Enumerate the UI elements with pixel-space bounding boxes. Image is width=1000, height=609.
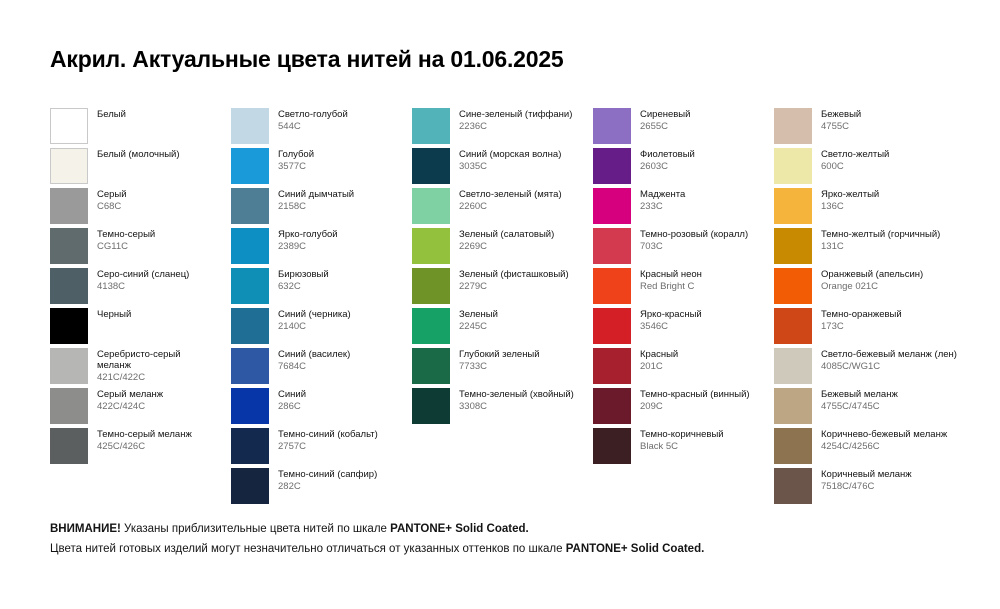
- color-code: 2757C: [278, 441, 306, 453]
- color-name: Светло-голубой: [278, 109, 348, 120]
- color-code: 632C: [278, 281, 301, 293]
- swatch-row: [412, 108, 593, 146]
- swatch-labels: [278, 188, 354, 212]
- color-swatch: [593, 268, 631, 304]
- swatch-row: [50, 388, 231, 426]
- swatch-labels: [459, 348, 540, 372]
- color-name: Синий (черника): [278, 309, 351, 320]
- color-code: CG11C: [97, 241, 128, 253]
- swatch-row: [774, 188, 955, 226]
- swatch-row: [774, 148, 955, 186]
- color-code: 4085C/WG1C: [821, 361, 881, 373]
- color-code: 7518C/476C: [821, 481, 875, 493]
- swatch-labels: [821, 108, 861, 132]
- color-swatch: [50, 188, 88, 224]
- color-name: Оранжевый (апельсин): [821, 269, 924, 280]
- color-swatch: [231, 188, 269, 224]
- color-column-4: [593, 108, 774, 508]
- swatch-row: [231, 188, 412, 226]
- color-code: 4755C: [821, 121, 849, 133]
- swatch-row: [593, 268, 774, 306]
- color-code: 2389C: [278, 241, 306, 253]
- swatch-row: [231, 388, 412, 426]
- attention-label: ВНИМАНИЕ!: [50, 523, 121, 535]
- color-name: Ярко-красный: [640, 309, 702, 320]
- swatch-labels: [97, 388, 163, 412]
- color-name: Бежевый меланж: [821, 389, 898, 400]
- swatch-labels: [278, 148, 314, 172]
- color-code: 2655C: [640, 121, 668, 133]
- swatch-row: [593, 108, 774, 146]
- swatch-row: [593, 428, 774, 466]
- color-name: Коричневый меланж: [821, 469, 912, 480]
- color-code: C68C: [97, 201, 122, 213]
- swatch-labels: [97, 308, 131, 321]
- color-swatch: [231, 108, 269, 144]
- color-name: Глубокий зеленый: [459, 349, 540, 360]
- color-swatch: [50, 148, 88, 184]
- swatch-labels: [640, 148, 695, 172]
- color-swatch: [774, 468, 812, 504]
- swatch-labels: [640, 268, 702, 292]
- color-name: Синий (василек): [278, 349, 351, 360]
- color-code: 3035C: [459, 161, 487, 173]
- swatch-labels: [97, 148, 180, 161]
- color-swatch: [412, 228, 450, 264]
- swatch-labels: [821, 268, 923, 292]
- pantone-label-2: PANTONE+ Solid Coated.: [565, 543, 705, 556]
- color-code: 136C: [821, 201, 844, 213]
- color-swatch: [412, 268, 450, 304]
- color-code: 3308C: [459, 401, 487, 413]
- color-swatch: [50, 348, 88, 384]
- color-name: Черный: [97, 309, 132, 320]
- swatch-labels: [278, 268, 329, 292]
- swatch-labels: [278, 348, 350, 372]
- swatch-row: [412, 308, 593, 346]
- color-swatch: [231, 268, 269, 304]
- color-code: Red Bright C: [640, 281, 695, 293]
- swatch-labels: [278, 228, 338, 252]
- color-code: 173C: [821, 321, 844, 333]
- color-name: Темно-коричневый: [640, 429, 724, 440]
- color-code: Black 5C: [640, 441, 679, 453]
- color-columns: [50, 108, 955, 508]
- swatch-row: [774, 388, 955, 426]
- color-swatch: [593, 228, 631, 264]
- color-code: 2603C: [640, 161, 668, 173]
- color-swatch: [774, 228, 812, 264]
- color-swatch: [50, 268, 88, 304]
- swatch-labels: [821, 228, 940, 252]
- color-name: Темно-розовый (коралл): [640, 229, 749, 240]
- swatch-labels: [97, 188, 127, 212]
- swatch-labels: [821, 148, 889, 172]
- color-swatch: [774, 148, 812, 184]
- color-name: Серый: [97, 189, 127, 200]
- swatch-labels: [640, 108, 690, 132]
- color-code: 4755C/4745C: [821, 401, 880, 413]
- color-name: Маджента: [640, 189, 686, 200]
- color-column-5: [774, 108, 955, 508]
- swatch-labels: [640, 348, 678, 372]
- color-swatch: [593, 388, 631, 424]
- page-title: Акрил. Актуальные цвета нитей на 01.06.2025: [50, 46, 564, 72]
- color-swatch: [231, 388, 269, 424]
- color-name: Темно-красный (винный): [640, 389, 750, 400]
- swatch-row: [50, 188, 231, 226]
- color-name: Сиреневый: [640, 109, 691, 120]
- swatch-labels: [278, 428, 378, 452]
- color-swatch: [593, 188, 631, 224]
- swatch-row: [593, 388, 774, 426]
- swatch-row: [50, 428, 231, 466]
- swatch-labels: [459, 148, 561, 172]
- color-swatch: [231, 148, 269, 184]
- color-name: Светло-зеленый (мята): [459, 189, 562, 200]
- swatch-labels: [821, 348, 957, 372]
- swatch-labels: [821, 188, 879, 212]
- footer-line-2-text: Цвета нитей готовых изделий могут незначительно отличаться от указанных оттенков по шкале: [50, 543, 566, 556]
- swatch-row: [774, 308, 955, 346]
- color-swatch: [50, 108, 88, 144]
- color-swatch: [231, 308, 269, 344]
- swatch-labels: [459, 108, 572, 132]
- color-name: Коричнево-бежевый меланж: [821, 429, 948, 440]
- color-swatch: [412, 308, 450, 344]
- swatch-labels: [640, 308, 702, 332]
- color-code: 286C: [278, 401, 301, 413]
- swatch-row: [593, 308, 774, 346]
- color-name: Серо-синий (сланец): [97, 269, 190, 280]
- color-code: 2140C: [278, 321, 306, 333]
- color-swatch: [50, 308, 88, 344]
- swatch-row: [412, 148, 593, 186]
- swatch-row: [593, 148, 774, 186]
- color-code: 3577C: [278, 161, 306, 173]
- color-name: Синий дымчатый: [278, 189, 355, 200]
- color-name: Зеленый: [459, 309, 498, 320]
- color-name: Красный: [640, 349, 679, 360]
- color-swatch: [593, 428, 631, 464]
- swatch-row: [774, 468, 955, 506]
- color-name: Белый (молочный): [97, 149, 180, 160]
- color-code: 2269C: [459, 241, 487, 253]
- footer-note: [50, 519, 950, 559]
- color-swatch: [412, 108, 450, 144]
- swatch-row: [412, 348, 593, 386]
- color-swatch: [231, 228, 269, 264]
- color-code: 544C: [278, 121, 301, 133]
- swatch-labels: [640, 188, 685, 212]
- color-code: 425C/426C: [97, 441, 146, 453]
- color-name: Темно-зеленый (хвойный): [459, 389, 574, 400]
- color-swatch: [774, 308, 812, 344]
- color-swatch: [774, 348, 812, 384]
- color-code: 4138C: [97, 281, 125, 293]
- color-name: Синий (морская волна): [459, 149, 562, 160]
- swatch-labels: [821, 388, 898, 412]
- color-name: Серебристо-серый меланж: [97, 349, 181, 372]
- swatch-row: [231, 148, 412, 186]
- swatch-labels: [97, 268, 189, 292]
- swatch-labels: [821, 468, 912, 492]
- footer-line-1: [50, 519, 950, 539]
- color-swatch: [774, 268, 812, 304]
- color-code: 4254C/4256C: [821, 441, 880, 453]
- swatch-row: [50, 348, 231, 386]
- swatch-row: [50, 148, 231, 186]
- color-code: Orange 021C: [821, 281, 879, 293]
- swatch-labels: [459, 188, 562, 212]
- swatch-row: [50, 308, 231, 346]
- swatch-row: [231, 108, 412, 146]
- color-name: Ярко-голубой: [278, 229, 338, 240]
- color-swatch: [774, 428, 812, 464]
- swatch-labels: [640, 428, 724, 452]
- swatch-row: [231, 428, 412, 466]
- swatch-row: [593, 188, 774, 226]
- swatch-labels: [97, 348, 217, 384]
- color-swatch: [231, 468, 269, 504]
- color-code: 201C: [640, 361, 663, 373]
- color-name: Белый: [97, 109, 126, 120]
- color-swatch: [593, 348, 631, 384]
- swatch-row: [412, 188, 593, 226]
- swatch-labels: [459, 308, 498, 332]
- color-column-2: [231, 108, 412, 508]
- swatch-row: [231, 268, 412, 306]
- color-name: Фиолетовый: [640, 149, 695, 160]
- swatch-row: [774, 268, 955, 306]
- color-name: Темно-синий (сапфир): [278, 469, 378, 480]
- color-code: 282C: [278, 481, 301, 493]
- swatch-labels: [278, 468, 377, 492]
- color-name: Светло-желтый: [821, 149, 890, 160]
- color-name: Голубой: [278, 149, 315, 160]
- color-code: 703C: [640, 241, 663, 253]
- swatch-labels: [459, 228, 554, 252]
- color-swatch: [593, 148, 631, 184]
- swatch-row: [50, 228, 231, 266]
- color-name: Сине-зеленый (тиффани): [459, 109, 573, 120]
- swatch-row: [774, 428, 955, 466]
- swatch-row: [231, 348, 412, 386]
- color-swatch: [412, 188, 450, 224]
- swatch-labels: [97, 428, 192, 452]
- color-name: Темно-желтый (горчичный): [821, 229, 941, 240]
- color-swatch: [412, 148, 450, 184]
- color-code: 7733C: [459, 361, 487, 373]
- color-name: Темно-оранжевый: [821, 309, 902, 320]
- color-column-3: [412, 108, 593, 508]
- color-code: 421C/422C: [97, 372, 146, 384]
- swatch-labels: [278, 108, 348, 132]
- color-code: 131C: [821, 241, 844, 253]
- color-swatch: [593, 108, 631, 144]
- color-swatch: [774, 388, 812, 424]
- color-swatch: [774, 108, 812, 144]
- swatch-labels: [278, 308, 351, 332]
- color-name: Бирюзовый: [278, 269, 329, 280]
- swatch-labels: [459, 388, 574, 412]
- color-name: Зеленый (салатовый): [459, 229, 555, 240]
- color-name: Зеленый (фисташковый): [459, 269, 569, 280]
- color-code: 2260C: [459, 201, 487, 213]
- swatch-labels: [821, 308, 902, 332]
- color-name: Серый меланж: [97, 389, 164, 400]
- swatch-labels: [640, 228, 748, 252]
- swatch-labels: [278, 388, 306, 412]
- swatch-labels: [459, 268, 569, 292]
- swatch-row: [593, 228, 774, 266]
- pantone-label-1: PANTONE+ Solid Coated.: [390, 523, 529, 535]
- swatch-row: [231, 228, 412, 266]
- color-swatch: [774, 188, 812, 224]
- color-swatch: [412, 388, 450, 424]
- swatch-labels: [821, 428, 947, 452]
- color-name: Синий: [278, 389, 307, 400]
- swatch-row: [774, 348, 955, 386]
- color-name: Темно-синий (кобальт): [278, 429, 378, 440]
- color-code: 2279C: [459, 281, 487, 293]
- color-swatch: [231, 348, 269, 384]
- footer-line-1-text: Указаны приблизительные цвета нитей по шкале: [120, 523, 391, 535]
- color-code: 2245C: [459, 321, 487, 333]
- color-swatch: [50, 228, 88, 264]
- color-code: 600C: [821, 161, 844, 173]
- color-code: 7684C: [278, 361, 306, 373]
- color-code: 2236C: [459, 121, 487, 133]
- footer-line-2: [50, 539, 950, 559]
- color-column-1: [50, 108, 231, 508]
- swatch-row: [412, 228, 593, 266]
- color-name: Красный неон: [640, 269, 702, 280]
- swatch-labels: [640, 388, 750, 412]
- color-code: 233C: [640, 201, 663, 213]
- color-swatch: [231, 428, 269, 464]
- swatch-row: [412, 268, 593, 306]
- color-swatch: [50, 388, 88, 424]
- swatch-row: [593, 348, 774, 386]
- color-code: 422C/424C: [97, 401, 146, 413]
- swatch-labels: [97, 108, 126, 121]
- swatch-row: [231, 308, 412, 346]
- swatch-row: [50, 268, 231, 306]
- swatch-row: [50, 108, 231, 146]
- color-code: 209C: [640, 401, 663, 413]
- color-name: Бежевый: [821, 109, 862, 120]
- color-name: Светло-бежевый меланж (лен): [821, 349, 957, 360]
- swatch-row: [231, 468, 412, 506]
- color-swatch: [593, 308, 631, 344]
- swatch-row: [774, 228, 955, 266]
- color-code: 3546C: [640, 321, 668, 333]
- color-name: Ярко-желтый: [821, 189, 880, 200]
- swatch-row: [412, 388, 593, 426]
- color-name: Темно-серый: [97, 229, 156, 240]
- swatch-labels: [97, 228, 155, 252]
- color-swatch: [50, 428, 88, 464]
- color-code: 2158C: [278, 201, 306, 213]
- color-name: Темно-серый меланж: [97, 429, 192, 440]
- swatch-row: [774, 108, 955, 146]
- color-swatch: [412, 348, 450, 384]
